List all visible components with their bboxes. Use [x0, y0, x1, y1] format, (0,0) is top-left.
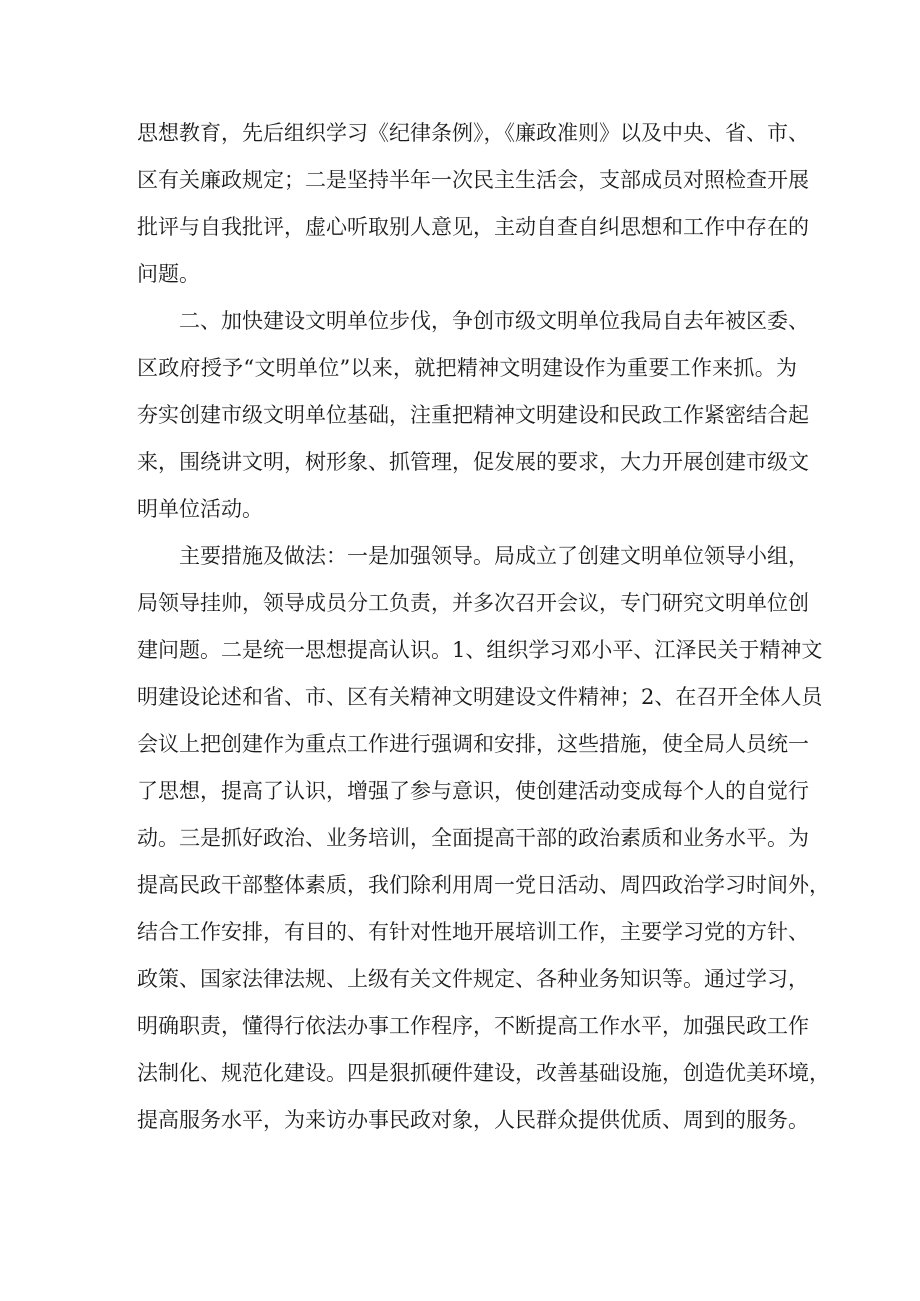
text-line: 来，围绕讲文明，树形象、抓管理，促发展的要求，大力开展创建市级文	[137, 450, 809, 474]
text-line: 明建设论述和省、市、区有关精神文明建设文件精神；2、在召开全体人员	[137, 685, 823, 709]
text-line: 夯实创建市级文明单位基础，注重把精神文明建设和民政工作紧密结合起	[137, 403, 809, 427]
text-line: 问题。	[137, 262, 200, 286]
text-line: 了思想，提高了认识，增强了参与意识，使创建活动变成每个人的自觉行	[137, 779, 809, 803]
paragraph-civilized-unit	[137, 298, 809, 533]
text-line: 明确职责，懂得行依法办事工作程序，不断提高工作水平，加强民政工作	[137, 1014, 809, 1038]
text-line: 明单位活动。	[137, 497, 263, 521]
text-line: 政策、国家法律法规、上级有关文件规定、各种业务知识等。通过学习，	[137, 967, 809, 991]
text-line: 结合工作安排，有目的、有针对性地开展培训工作，主要学习党的方针、	[137, 920, 809, 944]
text-line: 主要措施及做法：一是加强领导。局成立了创建文明单位领导小组，	[179, 544, 809, 568]
paragraph-main-measures	[137, 533, 830, 1144]
paragraph-discipline-education	[137, 110, 809, 298]
text-line: 二、加快建设文明单位步伐，争创市级文明单位我局自去年被区委、	[179, 309, 809, 333]
text-line: 提高民政干部整体素质，我们除利用周一党日活动、周四政治学习时间外，	[137, 873, 830, 897]
text-line: 提高服务水平，为来访办事民政对象，人民群众提供优质、周到的服务。	[137, 1108, 809, 1132]
text-line: 局领导挂帅，领导成员分工负责，并多次召开会议，专门研究文明单位创	[137, 591, 809, 615]
document-body	[137, 110, 830, 1144]
text-line: 思想教育，先后组织学习《纪律条例》，《廉政准则》以及中央、省、市、	[137, 121, 809, 145]
text-line: 区有关廉政规定；二是坚持半年一次民主生活会，支部成员对照检查开展	[137, 168, 809, 192]
text-line: 会议上把创建作为重点工作进行强调和安排，这些措施，使全局人员统一	[137, 732, 809, 756]
text-line: 区政府授予“文明单位”以来，就把精神文明建设作为重要工作来抓。为	[137, 356, 797, 380]
text-line: 批评与自我批评，虚心听取别人意见，主动自查自纠思想和工作中存在的	[137, 215, 809, 239]
text-line: 法制化、规范化建设。四是狠抓硬件建设，改善基础设施，创造优美环境，	[137, 1061, 830, 1085]
text-line: 建问题。二是统一思想提高认识。1、组织学习邓小平、江泽民关于精神文	[137, 638, 823, 662]
text-line: 动。三是抓好政治、业务培训，全面提高干部的政治素质和业务水平。为	[137, 826, 809, 850]
